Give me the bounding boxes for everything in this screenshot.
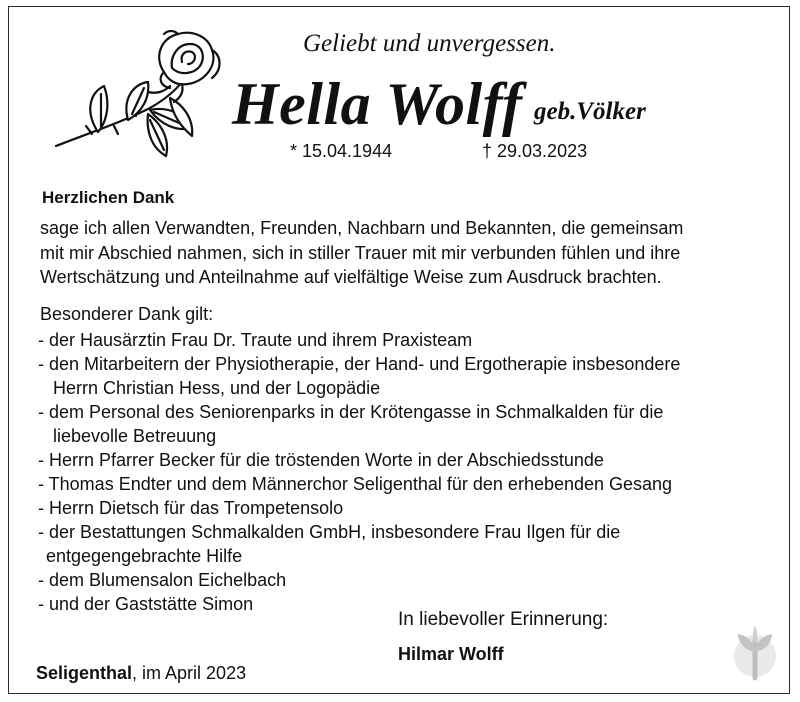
list-item (38, 448, 680, 472)
list-item-text: - Thomas Endter und dem Männerchor Seligenthal für den erhebenden Gesang (38, 474, 673, 494)
list-item-text: - der Hausärztin Frau Dr. Traute und ihrem Praxisteam (38, 330, 473, 350)
date-text: , im April 2023 (132, 663, 247, 683)
list-item-continuation: Herrn Christian Hess, und der Logopädie (53, 378, 381, 398)
list-item-text: - Herrn Pfarrer Becker für die tröstenden Worte in der Abschiedsstunde (38, 450, 604, 470)
death-date: † 29.03.2023 (482, 141, 588, 161)
list-item (38, 520, 680, 568)
list-item (38, 328, 680, 352)
list-item-continuation: liebevolle Betreuung (53, 426, 217, 446)
list-item (38, 568, 680, 592)
memorial-logo-icon (730, 622, 780, 682)
deceased-name: Hella Wolff (232, 71, 523, 137)
signer-name: Hilmar Wolff (398, 644, 504, 664)
place-name: Seligenthal (36, 663, 133, 683)
list-item-text: - der Bestattungen Schmalkalden GmbH, insbesondere Frau Ilgen für die (38, 522, 621, 542)
list-item-text: - den Mitarbeitern der Physiotherapie, der Hand- und Ergotherapie insbesondere (38, 354, 681, 374)
birth-date: * 15.04.1944 (290, 141, 393, 161)
paragraph-line: sage ich allen Verwandten, Freunden, Nachbarn und Bekannten, die gemeinsam (40, 218, 684, 238)
list-item (38, 400, 680, 448)
paragraph-line: mit mir Abschied nahmen, sich in stiller Trauer mit mir verbunden fühlen und ihre (40, 242, 681, 263)
maiden-name: geb.Völker (534, 98, 646, 125)
list-item (38, 472, 680, 496)
list-item-continuation: entgegengebrachte Hilfe (46, 546, 243, 566)
place-date (36, 663, 246, 684)
list-item (38, 496, 680, 520)
list-item-text: - und der Gaststätte Simon (38, 594, 254, 614)
list-item-text: - Herrn Dietsch für das Trompetensolo (38, 498, 344, 518)
list-item (38, 352, 680, 400)
memory-line: In liebevoller Erinnerung: (398, 609, 609, 630)
list-item-text: - dem Blumensalon Eichelbach (38, 570, 287, 590)
thanks-heading: Herzlichen Dank (42, 188, 175, 207)
thanks-list (38, 328, 680, 616)
special-thanks-label: Besonderer Dank gilt: (40, 304, 214, 324)
paragraph-line: Wertschätzung und Anteilnahme auf vielfältige Weise zum Ausdruck brachten. (40, 267, 662, 287)
motto: Geliebt und unvergessen. (303, 30, 556, 57)
rose-icon (52, 28, 232, 168)
thanks-paragraph (40, 216, 765, 290)
list-item-text: - dem Personal des Seniorenparks in der Krötengasse in Schmalkalden für die (38, 402, 664, 422)
